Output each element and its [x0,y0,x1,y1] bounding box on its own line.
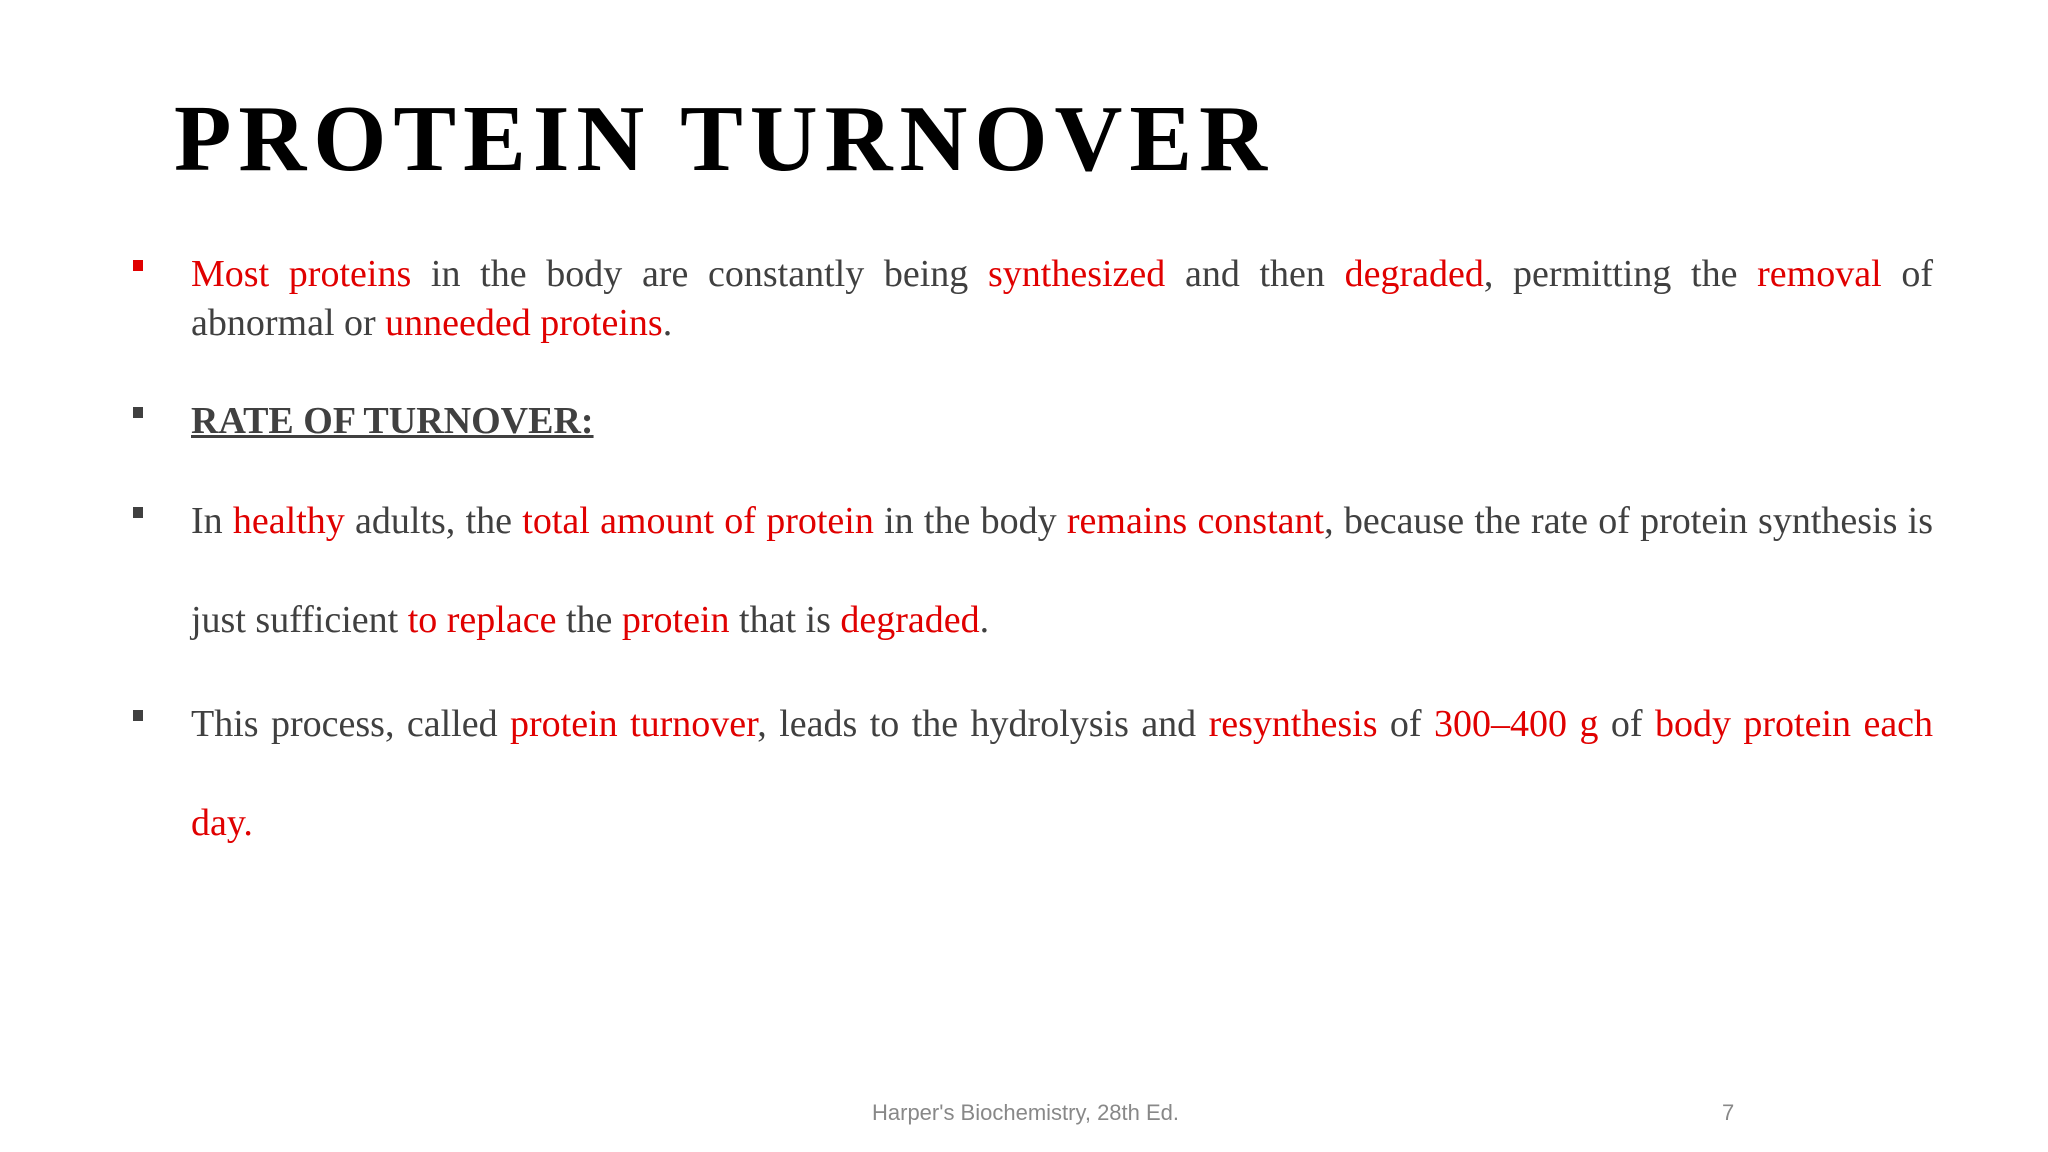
text-segment: total amount of protein [522,500,874,542]
text-segment: remains constant [1066,500,1325,542]
bullet-4-text [191,675,1933,873]
text-segment: , because the rate of protein synthesis is just sufficient [191,500,1933,641]
text-segment: adults, the [344,500,523,542]
rate-of-turnover-heading [191,397,1933,446]
text-segment: resynthesis [1208,703,1378,745]
bullet-3-text [191,472,1933,670]
text-segment: removal [1757,253,1882,295]
page-number: 7 [1722,1100,1735,1125]
text-segment: protein [621,599,730,641]
text-segment: degraded [840,599,980,641]
text-segment: unneeded proteins [385,302,663,344]
text-segment: This process, called [191,703,511,745]
text-segment: in the body [873,500,1067,542]
square-bullet-icon [133,260,143,271]
text-segment: the [556,599,622,641]
text-segment: of abnormal or [191,253,1934,344]
text-segment: and then [1165,253,1345,295]
square-bullet-icon [133,507,143,518]
square-bullet-icon [133,710,143,721]
heading-text: RATE OF TURNOVER: [191,400,594,442]
text-segment: . [662,302,673,344]
text-segment: that is [729,599,841,641]
text-segment: In [191,500,233,542]
text-segment: synthesized [987,253,1166,295]
text-segment: degraded [1344,253,1484,295]
text-segment: healthy [232,500,345,542]
text-segment: protein turnover [510,703,758,745]
bullet-1-text [191,250,1933,348]
slide-title: PROTEIN TURNOVER [174,87,1275,191]
text-segment: of [1377,703,1435,745]
text-segment: 300–400 g [1434,703,1599,745]
text-segment: . [979,599,990,641]
text-segment: body protein each day. [191,703,1934,844]
text-segment: , permitting the [1483,253,1758,295]
text-segment: to replace [407,599,557,641]
text-segment: in the body are constantly being [411,253,988,295]
square-bullet-icon [133,407,143,418]
text-segment: , leads to the hydrolysis and [757,703,1209,745]
text-segment: of [1598,703,1655,745]
text-segment: Most proteins [191,253,412,295]
footer-source: Harper's Biochemistry, 28th Ed. [872,1100,1180,1125]
